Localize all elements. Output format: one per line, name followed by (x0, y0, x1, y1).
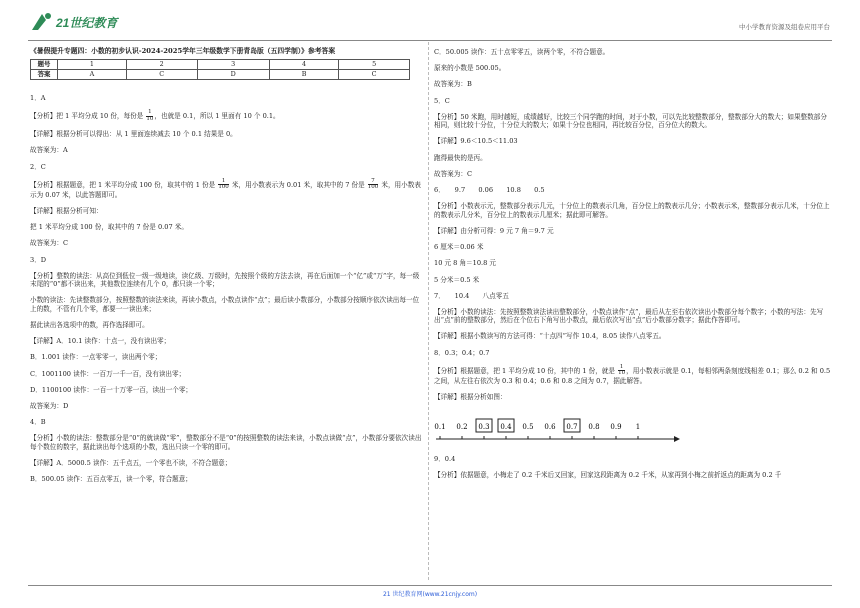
fraction: $\frac{1}{10}$ (618, 363, 626, 377)
answer-table-row-numbers (31, 59, 410, 69)
platform-label: 中小学教育资源及组卷应用平台 (739, 23, 830, 31)
paragraph: 故答案为：C (434, 169, 473, 178)
paragraph: 小数的读法：先读整数部分，按照整数的读法来读，再读小数点，小数点读作“点”；最后读小数部分，小数部分按顺序依次读出每一位上的数，不管有几个零，都要一一读出来； (30, 296, 420, 313)
answer-table-row-answers (31, 69, 410, 79)
paragraph: 【详解】根据小数读写的方法可得：“十点四”写作 10.4，8.05 读作八点零五。 (434, 332, 666, 341)
left-paragraphs (30, 94, 422, 484)
paragraph: 5 分米＝0.5 米 (434, 275, 480, 284)
paragraph: 1．A (30, 93, 46, 102)
left-column (30, 48, 422, 491)
table-cell: 3 (197, 59, 269, 69)
number-line-label: 0.7 (566, 423, 578, 432)
paragraph: 3．D (30, 255, 47, 264)
fraction: $\frac{1}{10}$ (146, 109, 154, 122)
paragraph: 5．C (434, 96, 450, 105)
number-line-label: 1 (635, 423, 641, 432)
paragraph: 【分析】50 米跑，用时越短，成绩越好，比较三个同学跑的时间，对于小数，可以先比较整数部分，整数部分大的数大；如果整数部分相同，则比较十分位，十分位大的数大；如果十分位也相同，再比较百分位，百分位大的数大。 (434, 112, 827, 130)
number-line-label: 0.9 (610, 423, 622, 432)
paragraph: 【详解】根据分析如图： (434, 393, 507, 402)
table-cell: 2 (126, 59, 197, 69)
paragraph: 【详解】A．10.1 读作：十点一，没有读出零； (30, 337, 171, 346)
footer-text: 21 世纪教育网(www.21cnjy.com) (382, 591, 478, 598)
fraction: $\frac{7}{100}$ (367, 177, 379, 191)
paragraph: 【详解】根据分析可知： (30, 206, 103, 215)
paragraph: 【详解】由分析可得：9 元 7 角＝9.7 元 (434, 226, 554, 235)
paragraph: 原来的小数是 500.05。 (434, 64, 506, 73)
number-line-label: 0.3 (478, 423, 490, 432)
document-title: 《暑假提升专题四：小数的初步认识-2024-2025学年三年级数学下册青岛版（五四学制）》参考答案 (30, 47, 336, 55)
paragraph: 【分析】把 1 平均分成 10 份，每份是 $\frac{1}{10}$ ，也就是 0.1，所以 1 里面有 10 个 0.1。 (30, 109, 280, 122)
paragraph: 据此读出各选项中的数，再作选择即可。 (30, 320, 149, 329)
table-cell: 题号 (31, 59, 58, 69)
paragraph: 【分析】整数的读法：从高位到低位一级一级地读，读亿级、万级时，先按照个级的方法去读，再在后面加一个“亿”或“万”字，每一级末尾的“0”都不读出来，其他数位连续有几个 0，都只读一个零； (30, 271, 420, 289)
number-line-label: 0.6 (544, 423, 556, 432)
number-line-label: 0.2 (456, 423, 468, 432)
paragraph: D．1100100 读作：一百一十万零一百，读出一个零； (30, 385, 193, 394)
paragraph: 4．B (30, 418, 46, 427)
paragraph: C．1001100 读作：一百万一千一百，没有读出零； (30, 369, 186, 378)
paragraph: B．1.001 读作：一点零零一，读出两个零； (30, 353, 162, 362)
column-separator (428, 42, 429, 580)
paragraph: 【分析】小数的读法：先按照整数读法读出整数部分，小数点读作“点”，最后从左至右依次读出小数部分每个数字；小数的写法：先写出“点”前的整数部分，然后在个位右下角写出小数点，最后依次写出“点”后小数部分数字；据此作答即可。 (434, 307, 824, 325)
answer-table (30, 59, 410, 80)
table-cell: C (126, 69, 197, 79)
paragraph: 2．C (30, 162, 46, 171)
right-paragraphs (434, 48, 832, 479)
table-cell: 5 (339, 59, 410, 69)
paragraph: 跑得最快的是丙。 (434, 153, 487, 162)
paragraph: 故答案为：D (30, 402, 69, 411)
paragraph: 故答案为：C (30, 239, 69, 248)
paragraph: 6 厘米＝0.06 米 (434, 243, 484, 252)
logo (28, 8, 138, 36)
paragraph: 故答案为：B (434, 80, 472, 89)
table-cell: A (58, 69, 127, 79)
paragraph: 【详解】根据分析可以得出：从 1 里面连续减去 10 个 0.1 结果是 0。 (30, 130, 237, 139)
table-cell: 答案 (31, 69, 58, 79)
paragraph: 10 元 8 角＝10.8 元 (434, 259, 497, 268)
paragraph: 【分析】小数表示元，整数部分表示几元，十分位上的数表示几角，百分位上的数表示几分；小数表示米，整数部分表示几米，十分位上的数表示几分米，百分位上的数表示几厘米；据此即可解答。 (434, 202, 830, 219)
paragraph: 【分析】根据题意，把 1 米平均分成 100 份，取其中的 1 份是 $\frac{1}{100}$ 米，用小数表示为 0.01 米，取其中的 7 份是 $\frac{7}{100}$ 米，用小数表示为 0.07 米，以此答题即可。 (30, 177, 421, 199)
arrow-icon (674, 436, 680, 442)
paragraph: 6． 9.7 0.06 10.8 0.5 (434, 186, 545, 195)
number-line-figure (434, 411, 684, 445)
table-cell: D (197, 69, 269, 79)
number-line-label: 0.8 (588, 423, 600, 432)
header-divider (28, 40, 832, 41)
table-cell: 1 (58, 59, 127, 69)
paragraph: 把 1 米平均分成 100 份，取其中的 7 份是 0.07 米。 (30, 223, 188, 232)
number-line-label: 0.4 (500, 423, 512, 432)
paragraph: 7． 10.4 八点零五 (434, 291, 509, 300)
paragraph: 故答案为：A (30, 146, 68, 155)
fraction: $\frac{1}{100}$ (218, 177, 229, 191)
paragraph: C．50.005 读作：五十点零零五，读两个零，不符合题意。 (434, 48, 610, 56)
right-column (434, 48, 832, 487)
paragraph: 【详解】A．5000.5 读作：五千点五，一个零也不读，不符合题意； (30, 458, 232, 467)
paragraph: B．500.05 读作：五百点零五，读一个零，符合题意； (30, 475, 192, 484)
footer-divider (28, 585, 832, 586)
paragraph: 8．0.3；0.4；0.7 (434, 348, 490, 357)
paragraph: 9．0.4 (434, 454, 456, 463)
paragraph: 【详解】9.6＜10.5＜11.03 (434, 137, 518, 146)
paragraph: 【分析】依据题意，小梅走了 0.2 千米后又回家，回家这段距离为 0.2 千米，从家再到小梅之前折返点的距离为 0.2 千 (434, 471, 782, 480)
table-cell: 4 (269, 59, 338, 69)
table-cell: C (339, 69, 410, 79)
number-line-label: 0.1 (434, 423, 446, 432)
paragraph: 【分析】小数的读法：整数部分是“0”的就读做“零”，整数部分不是“0”的按照整数的读法来读，小数点读做“点”，小数部分要依次读出每个数位的数字，据此读出每个选项的小数，选出只读一个零的即可。 (30, 434, 422, 451)
number-line-label: 0.5 (522, 423, 534, 432)
svg-text:21世纪教育: 21世纪教育 (56, 16, 118, 30)
table-cell: B (269, 69, 338, 79)
paragraph: 【分析】根据题意，把 1 平均分成 10 份，其中的 1 份，就是 $\frac{1}{10}$ ，用小数表示就是 0.1，每相邻两条刻度线相差 0.1；那么 0.2 和 0.5 之间，从左往右依次为 0.3 和 0.4；0.6 和 0.8 之间为 0.7，据此解答。 (434, 363, 831, 385)
